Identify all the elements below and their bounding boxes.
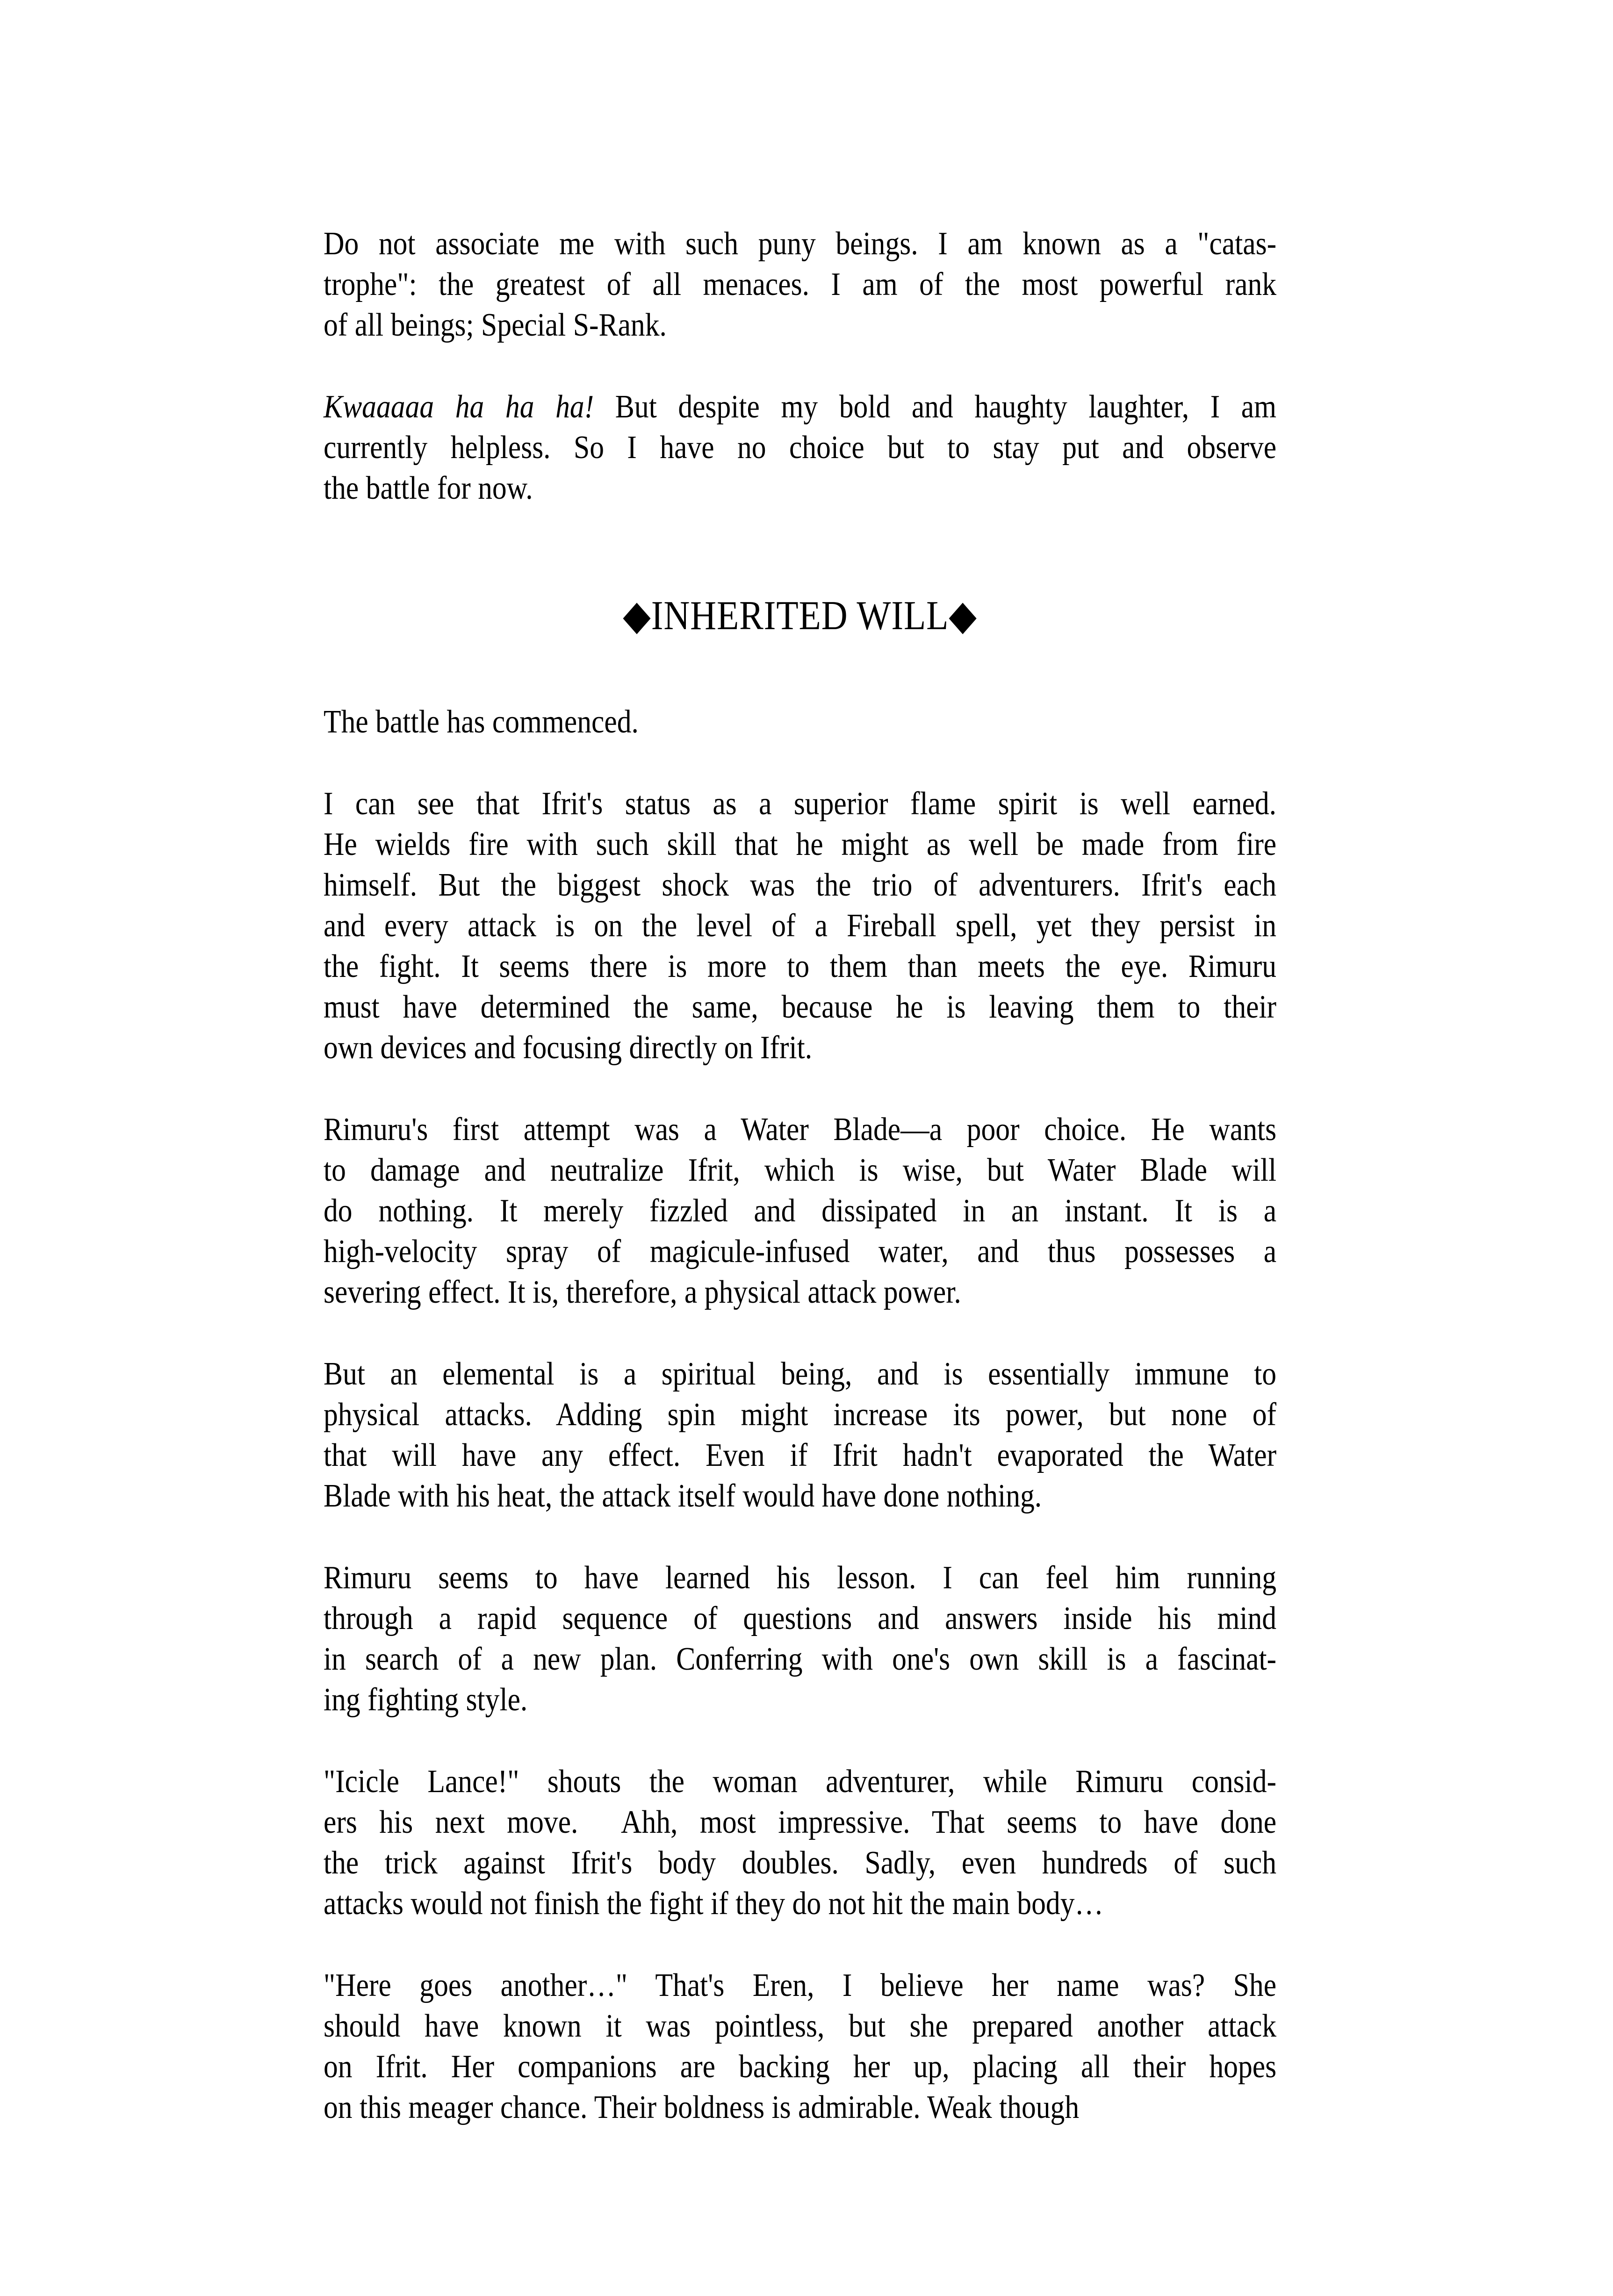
text-line: in search of a new plan. Conferring with one's own skill is a fascinat-	[324, 1641, 1277, 1677]
text-line: own devices and focusing directly on Ifrit.	[324, 1030, 813, 1066]
text-line: to damage and neutralize Ifrit, which is wise, but Water Blade will	[324, 1152, 1277, 1188]
text-line: and every attack is on the level of a Fireball spell, yet they persist in	[324, 908, 1277, 944]
text-line: Rimuru seems to have learned his lesson. I can feel him running	[324, 1560, 1277, 1596]
text-line: He wields fire with such skill that he might as well be made from fire	[324, 826, 1277, 862]
text-line: the fight. It seems there is more to them than meets the eye. Rimuru	[324, 948, 1277, 984]
text-line: The battle has commenced.	[324, 704, 639, 740]
text-line: of all beings; Special S-Rank.	[324, 307, 667, 343]
paragraph	[324, 702, 1276, 742]
text-line: should have known it was pointless, but she prepared another attack	[324, 2008, 1277, 2044]
text-line: on this meager chance. Their boldness is admirable. Weak though	[324, 2089, 1080, 2125]
text-line: ers his next move. Ahh, most impressive. That seems to have done	[324, 1804, 1277, 1840]
text-line: Blade with his heat, the attack itself would have done nothing.	[324, 1478, 1042, 1514]
text-line: "Here goes another…" That's Eren, I believe her name was? She	[324, 1967, 1277, 2003]
text-line: severing effect. It is, therefore, a physical attack power.	[324, 1274, 961, 1310]
text-line: But an elemental is a spiritual being, and is essentially immune to	[324, 1356, 1277, 1392]
text-line: ing fighting style.	[324, 1682, 528, 1718]
text-line: high-velocity spray of magicule-infused water, and thus possesses a	[324, 1234, 1277, 1270]
paragraph	[324, 387, 1276, 509]
text-line: I can see that Ifrit's status as a superior flame spirit is well earned.	[324, 786, 1277, 822]
paragraph	[324, 1965, 1276, 2128]
text-line: attacks would not finish the fight if they do not hit the main body…	[324, 1886, 1104, 1922]
page-text-column	[324, 223, 1276, 2169]
text-line: the battle for now.	[324, 470, 533, 506]
text-line: physical attacks. Adding spin might increase its power, but none of	[324, 1397, 1277, 1433]
text-line: himself. But the biggest shock was the trio of adventurers. Ifrit's each	[324, 867, 1277, 903]
text-segment: But despite my bold and haughty laughter, I am	[594, 389, 1277, 425]
text-line: that will have any effect. Even if Ifrit hadn't evaporated the Water	[324, 1437, 1277, 1473]
text-line: "Icicle Lance!" shouts the woman adventurer, while Rimuru consid-	[324, 1764, 1277, 1800]
text-line: on Ifrit. Her companions are backing her up, placing all their hopes	[324, 2049, 1277, 2085]
text-line: the trick against Ifrit's body doubles. Sadly, even hundreds of such	[324, 1845, 1277, 1881]
paragraph	[324, 223, 1276, 345]
text-line: do nothing. It merely fizzled and dissipated in an instant. It is a	[324, 1193, 1277, 1229]
text-line: Rimuru's first attempt was a Water Blade—a poor choice. He wants	[324, 1112, 1277, 1148]
text-line: Do not associate me with such puny beings. I am known as a "catas-	[324, 226, 1277, 262]
text-line: trophe": the greatest of all menaces. I am of the most powerful rank	[324, 266, 1277, 302]
paragraph	[324, 783, 1276, 1068]
text-line: must have determined the same, because he is leaving them to their	[324, 989, 1277, 1025]
section-heading: ◆INHERITED WILL◆	[623, 593, 977, 639]
text-line: currently helpless. So I have no choice but to stay put and observe	[324, 430, 1277, 466]
paragraph	[324, 1354, 1276, 1516]
paragraph	[324, 1557, 1276, 1720]
paragraph	[324, 1109, 1276, 1313]
paragraph	[324, 1761, 1276, 1924]
text-line: through a rapid sequence of questions and answers inside his mind	[324, 1600, 1277, 1636]
italic-text-segment: Kwaaaaa ha ha ha!	[324, 389, 594, 425]
text-line	[324, 387, 1276, 427]
